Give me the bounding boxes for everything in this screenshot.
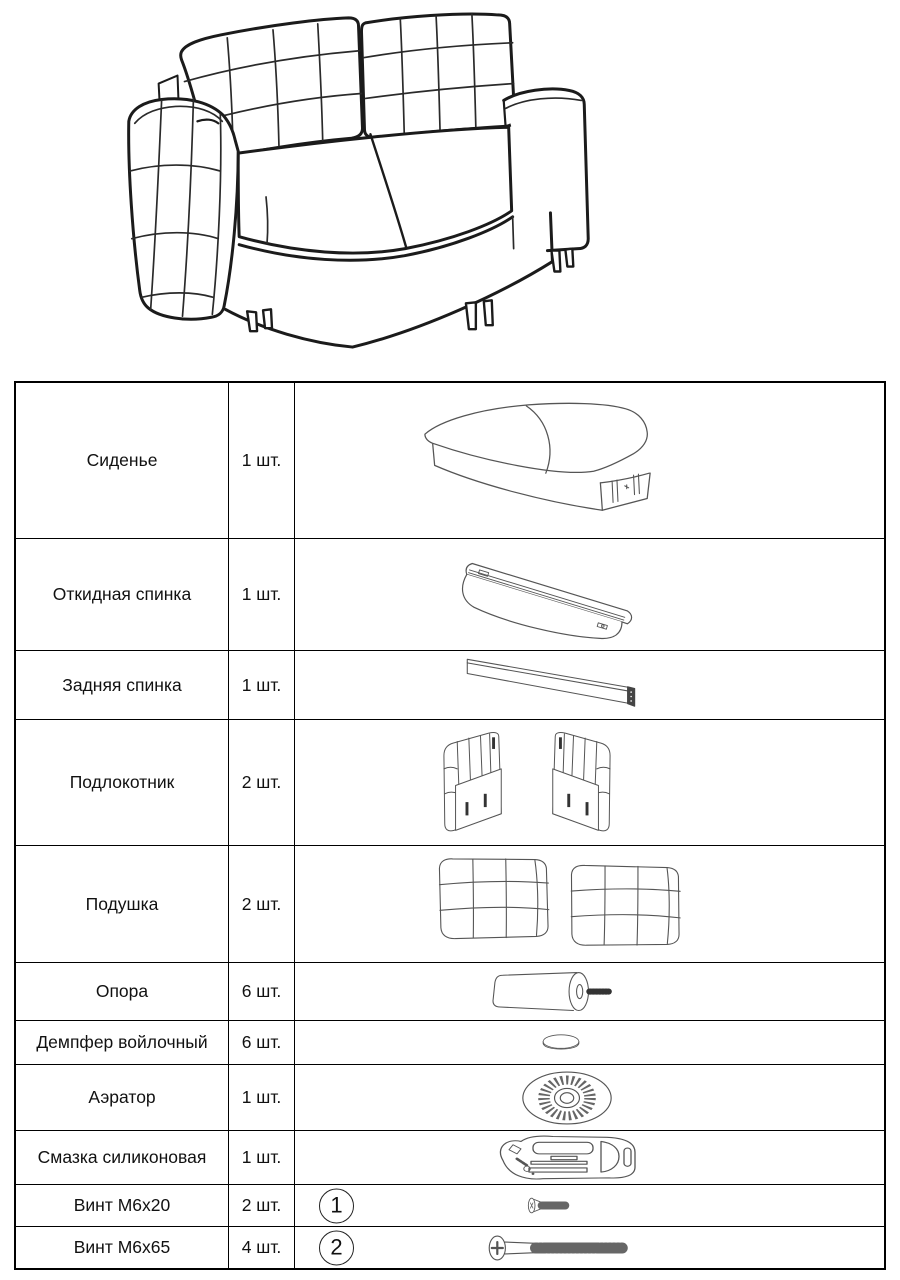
part-illustration-cell: [294, 963, 884, 1020]
part-name: Подлокотник: [69, 772, 175, 792]
part-quantity: 2 шт.: [228, 720, 294, 845]
felt-damper-icon: [538, 1033, 584, 1053]
marker-circle: 2: [319, 1230, 354, 1265]
table-row: [16, 719, 884, 845]
part-name: Задняя спинка: [62, 674, 182, 695]
part-name: Откидная спинка: [52, 584, 192, 604]
part-illustration-cell: [294, 1021, 884, 1064]
part-quantity: 1 шт.: [228, 651, 294, 719]
table-row: [16, 538, 884, 650]
seat-icon: [421, 401, 655, 520]
part-name: Демпфер войлочный: [36, 1032, 208, 1052]
aerator-icon: [519, 1069, 615, 1127]
part-illustration-cell: [294, 1065, 884, 1130]
table-row: [16, 1184, 884, 1226]
armrest-pair-icon: [402, 729, 652, 837]
part-quantity: 2 шт.: [228, 846, 294, 962]
part-quantity: 6 шт.: [228, 963, 294, 1020]
table-row: [16, 650, 884, 719]
part-name: Смазка силиконовая: [37, 1147, 207, 1167]
part-illustration-cell: [294, 651, 884, 719]
table-row: [16, 1064, 884, 1130]
table-row: [16, 383, 884, 538]
sofa-line-drawing-icon: [100, 2, 800, 360]
part-illustration-cell: [294, 1227, 884, 1268]
part-name: Подушка: [85, 893, 159, 914]
part-name: Винт М6х65: [73, 1237, 171, 1257]
part-quantity: 2 шт.: [228, 1185, 294, 1226]
part-quantity: 1 шт.: [228, 1131, 294, 1184]
part-illustration-cell: [294, 383, 884, 538]
screw-m6x20-icon: [525, 1194, 585, 1217]
part-quantity: 1 шт.: [228, 383, 294, 538]
cushion-pair-icon: [425, 852, 699, 957]
sofa-hero: [100, 2, 800, 360]
part-quantity: 1 шт.: [228, 539, 294, 650]
part-illustration-cell: [294, 539, 884, 650]
table-row: [16, 1020, 884, 1064]
marker-circle: 1: [319, 1188, 354, 1223]
part-illustration-cell: [294, 846, 884, 962]
leg-icon: [487, 969, 637, 1015]
table-row: [16, 1226, 884, 1268]
part-illustration-cell: [294, 1131, 884, 1184]
table-row: [16, 1130, 884, 1184]
folding-backrest-icon: [454, 547, 664, 643]
part-name: Сиденье: [86, 450, 158, 470]
part-illustration-cell: [294, 720, 884, 845]
part-name: Аэратор: [88, 1087, 156, 1107]
part-name: Опора: [95, 981, 149, 1001]
table-row: [16, 845, 884, 962]
part-quantity: 6 шт.: [228, 1021, 294, 1064]
silicone-grease-icon: [477, 1134, 647, 1182]
part-quantity: 4 шт.: [228, 1227, 294, 1268]
part-quantity: 1 шт.: [228, 1065, 294, 1130]
table-row: [16, 962, 884, 1020]
part-illustration-cell: [294, 1185, 884, 1226]
screw-m6x65-icon: [486, 1231, 631, 1265]
back-panel-icon: [456, 654, 661, 716]
parts-table: [14, 381, 886, 1270]
part-name: Винт М6х20: [73, 1195, 171, 1215]
